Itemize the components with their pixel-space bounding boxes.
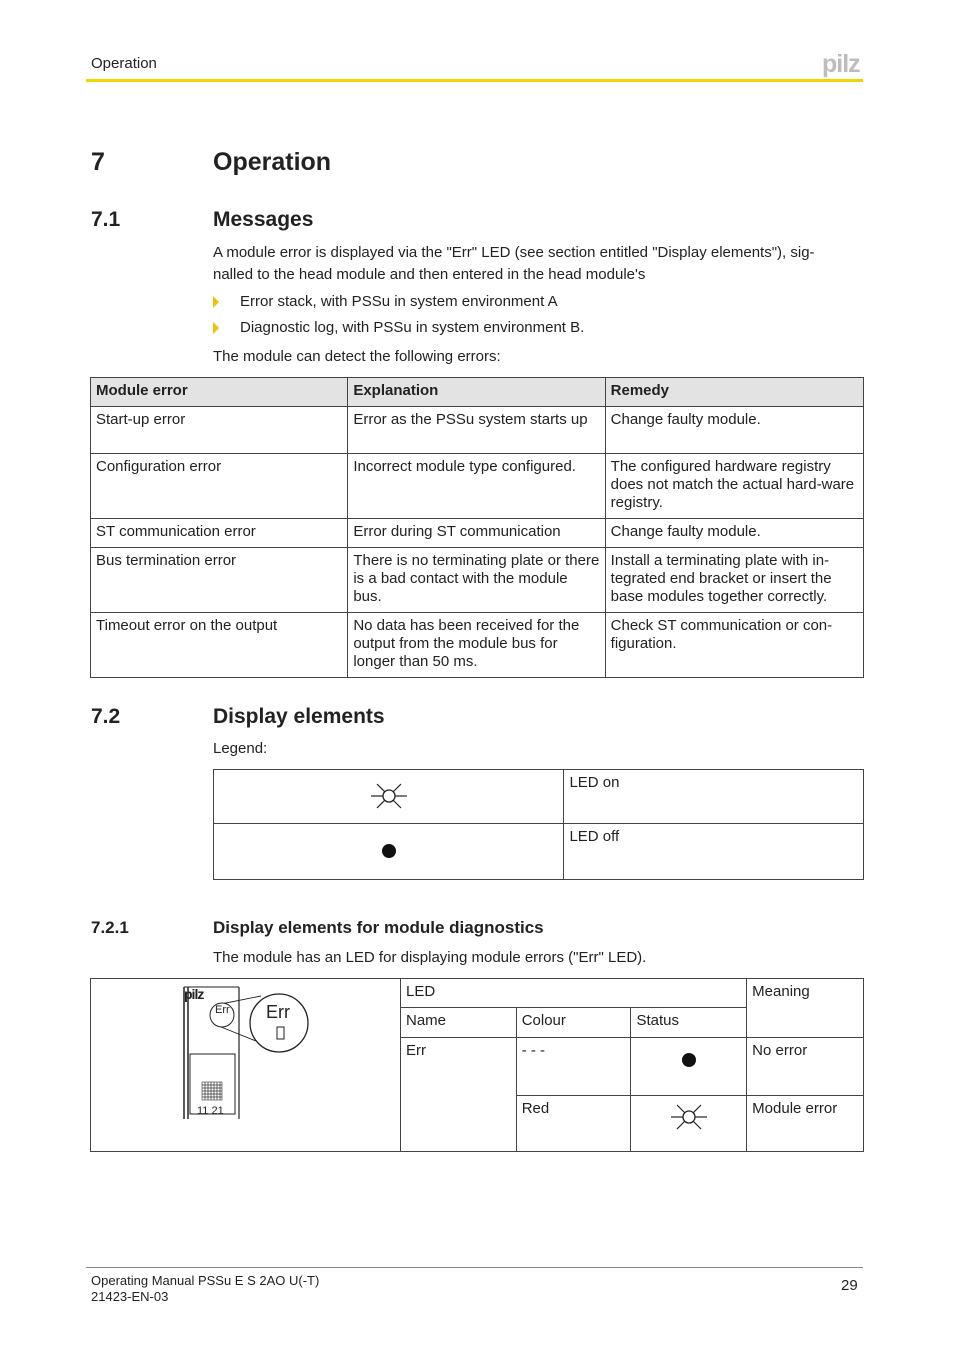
legend-row [214,824,864,880]
col-header: Module error [91,378,348,407]
cell: Configuration error [91,454,348,519]
col-header: Explanation [348,378,605,407]
meaning-header: Meaning [747,979,864,1038]
legend-text: LED on [564,770,864,824]
legend-text: LED off [564,824,864,880]
led-on-icon [669,1100,709,1134]
section-title-display-elements: Display elements [213,705,385,728]
figure-pilz-logo: pilz [184,986,204,1002]
section-number-7-1: 7.1 [91,208,121,231]
cell: Incorrect module type configured. [348,454,605,519]
cell: There is no terminating plate or there is a bad contact with the module bus. [348,548,605,613]
pilz-logo: pilz [822,50,860,78]
module-figure-cell [91,979,401,1152]
module-error-table [90,377,864,678]
sub-header: Colour [516,1008,631,1038]
header-rule [86,79,863,82]
led-name-cell: Err [400,1038,516,1152]
cell: Change faulty module. [605,407,863,454]
table-lead: The module can detect the following errors: [213,348,501,365]
table-row [91,613,864,678]
figure-terminal-label: 11 21 [197,1105,224,1117]
module-figure [91,979,399,1149]
diagnostics-table [90,978,864,1152]
led-off-icon [681,1052,697,1068]
legend-symbol-cell [214,770,564,824]
status-cell [631,1038,747,1096]
section-number-7-2-1: 7.2.1 [91,918,129,937]
meaning-cell: Module error [747,1096,864,1152]
bullet-item: Error stack, with PSSu in system environment A [240,293,558,310]
table-header-row [91,378,864,407]
section-number-7-2: 7.2 [91,705,121,728]
legend-row [214,770,864,824]
cell: Check ST communication or con-figuration. [605,613,863,678]
chapter-number: 7 [91,148,105,176]
page-number: 29 [841,1277,858,1294]
cell: Error during ST communication [348,519,605,548]
cell: Bus termination error [91,548,348,613]
bullet-item: Diagnostic log, with PSSu in system environment B. [240,319,584,336]
diagnostics-intro: The module has an LED for displaying module errors ("Err" LED). [213,949,647,966]
sub-header: Status [631,1008,747,1038]
figure-err-zoom-label: Err [266,1002,290,1022]
cell: Timeout error on the output [91,613,348,678]
footer-rule [86,1267,863,1268]
section-title-messages: Messages [213,208,314,231]
sub-header: Name [400,1008,516,1038]
colour-cell: Red [516,1096,631,1152]
status-cell [631,1096,747,1152]
cell: The configured hardware registry does not match the actual hard-ware registry. [605,454,863,519]
col-header: Remedy [605,378,863,407]
meaning-cell: No error [747,1038,864,1096]
cell: Error as the PSSu system starts up [348,407,605,454]
cell: Install a terminating plate with in-tegrated end bracket or insert the base modules together correctly. [605,548,863,613]
figure-err-small-label: Err [215,1004,230,1016]
bullet-arrow-icon [213,322,219,334]
table-row [91,548,864,613]
table-row [91,519,864,548]
legend-label: Legend: [213,740,268,757]
table-row [91,407,864,454]
cell: Start-up error [91,407,348,454]
cell: No data has been received for the output from the module bus for longer than 50 ms. [348,613,605,678]
led-header: LED [400,979,746,1008]
footer-manual-info: Operating Manual PSSu E S 2AO U(-T) 21423-EN-03 [91,1273,320,1304]
colour-cell: - - - [516,1038,631,1096]
cell: Change faulty module. [605,519,863,548]
messages-intro: A module error is displayed via the "Err" LED (see section entitled "Display elements"), sig- nalled to the head module and then entered in the head module's [213,244,815,283]
legend-symbol-cell [214,824,564,880]
cell: ST communication error [91,519,348,548]
led-off-icon [381,843,397,859]
chapter-title: Operation [213,148,332,176]
table-row [91,454,864,519]
running-header: Operation [91,55,157,72]
bullet-arrow-icon [213,296,219,308]
legend-table [213,769,864,880]
terminal-pattern [202,1082,222,1100]
led-on-icon [369,779,409,813]
section-title-module-diagnostics: Display elements for module diagnostics [213,918,544,937]
